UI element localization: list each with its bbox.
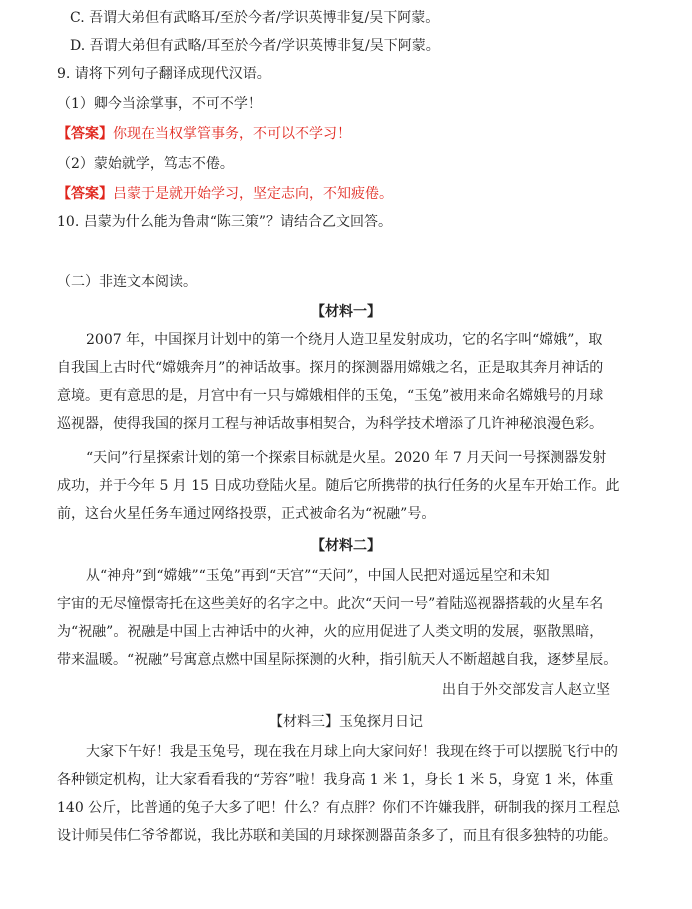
question-9-answer-1	[57, 124, 351, 144]
text-line: 成功，并于今年 5 月 15 日成功登陆火星。随后它所携带的执行任务的火星车开始工作。此	[57, 478, 620, 494]
text-line: 宇宙的无尽憧憬寄托在这些美好的名字之中。此次“天问一号”着陆巡视器搭载的火星车名	[57, 596, 604, 612]
text-line: 前，这台火星任务车通过网络投票，正式被命名为“祝融”号。	[57, 506, 436, 522]
material-1-title: 【材料一】	[311, 304, 381, 320]
text-line: 大家下午好！我是玉兔号，现在我在月球上向大家问好！我现在终于可以摆脱飞行中的	[86, 744, 618, 760]
question-9-title: 9. 请将下列句子翻译成现代汉语。	[57, 66, 271, 82]
text-line: 带来温暖。“祝融”号寓意点燃中国星际探测的火种，指引航天人不断超越自我，逐梦星辰。	[57, 652, 618, 668]
text-line: 从“神舟”到“嫦娥”“玉兔”再到“天宫”“天问”，中国人民把对遥远星空和未知	[86, 568, 550, 584]
text-line: 140 公斤，比普通的兔子大多了吧！什么？有点胖？你们不许嫌我胖，研制我的探月工程总	[57, 800, 621, 816]
material-2-title: 【材料二】	[311, 538, 381, 554]
material-2-source: 出自于外交部发言人赵立坚	[442, 682, 610, 698]
answer-tag: 【答案】	[57, 186, 113, 202]
question-9-answer-2	[57, 184, 393, 204]
answer-tag: 【答案】	[57, 126, 113, 142]
text-line: 2007 年，中国探月计划中的第一个绕月人造卫星发射成功，它的名字叫“嫦娥”，取	[86, 332, 603, 348]
text-line: “天问”行星探索计划的第一个探索目标就是火星。2020 年 7 月天问一号探测器发射	[86, 450, 607, 466]
question-10-title: 10. 吕蒙为什么能为鲁肃“陈三策”？请结合乙文回答。	[57, 214, 393, 230]
answer-text: 吕蒙于是就开始学习，坚定志向，不知疲倦。	[113, 186, 393, 202]
answer-text: 你现在当权掌管事务，不可以不学习！	[113, 126, 351, 142]
option-c: C. 吾谓大弟但有武略耳/至於今者/学识英博非复/吴下阿蒙。	[70, 10, 440, 26]
material-3-title: 【材料三】玉兔探月日记	[269, 714, 423, 730]
text-line: 意境。更有意思的是，月宫中有一只与嫦娥相伴的玉兔，“玉兔”被用来命名嫦娥号的月球	[57, 388, 604, 404]
section-2-heading: （二）非连文本阅读。	[57, 274, 197, 290]
text-line: 各种锁定机构，让大家看看我的“芳容”啦！我身高 1 米 1，身长 1 米 5，身宽 1 米，体重	[57, 772, 614, 788]
question-9-sentence-1: （1）卿今当涂掌事，不可不学！	[57, 96, 262, 112]
question-9-sentence-2: （2）蒙始就学，笃志不倦。	[57, 156, 234, 172]
option-d: D. 吾谓大弟但有武略/耳至於今者/学识英博非复/吴下阿蒙。	[70, 38, 440, 54]
text-line: 设计师吴伟仁爷爷都说，我比苏联和美国的月球探测器苗条多了，而且有很多独特的功能。	[57, 828, 617, 844]
text-line: 自我国上古时代“嫦娥奔月”的神话故事。探月的探测器用嫦娥之名，正是取其奔月神话的	[57, 360, 604, 376]
text-line: 巡视器，使得我国的探月工程与神话故事相契合，为科学技术增添了几许神秘浪漫色彩。	[57, 416, 603, 432]
text-line: 为“祝融”。祝融是中国上古神话中的火神，火的应用促进了人类文明的发展，驱散黑暗，	[57, 624, 604, 640]
